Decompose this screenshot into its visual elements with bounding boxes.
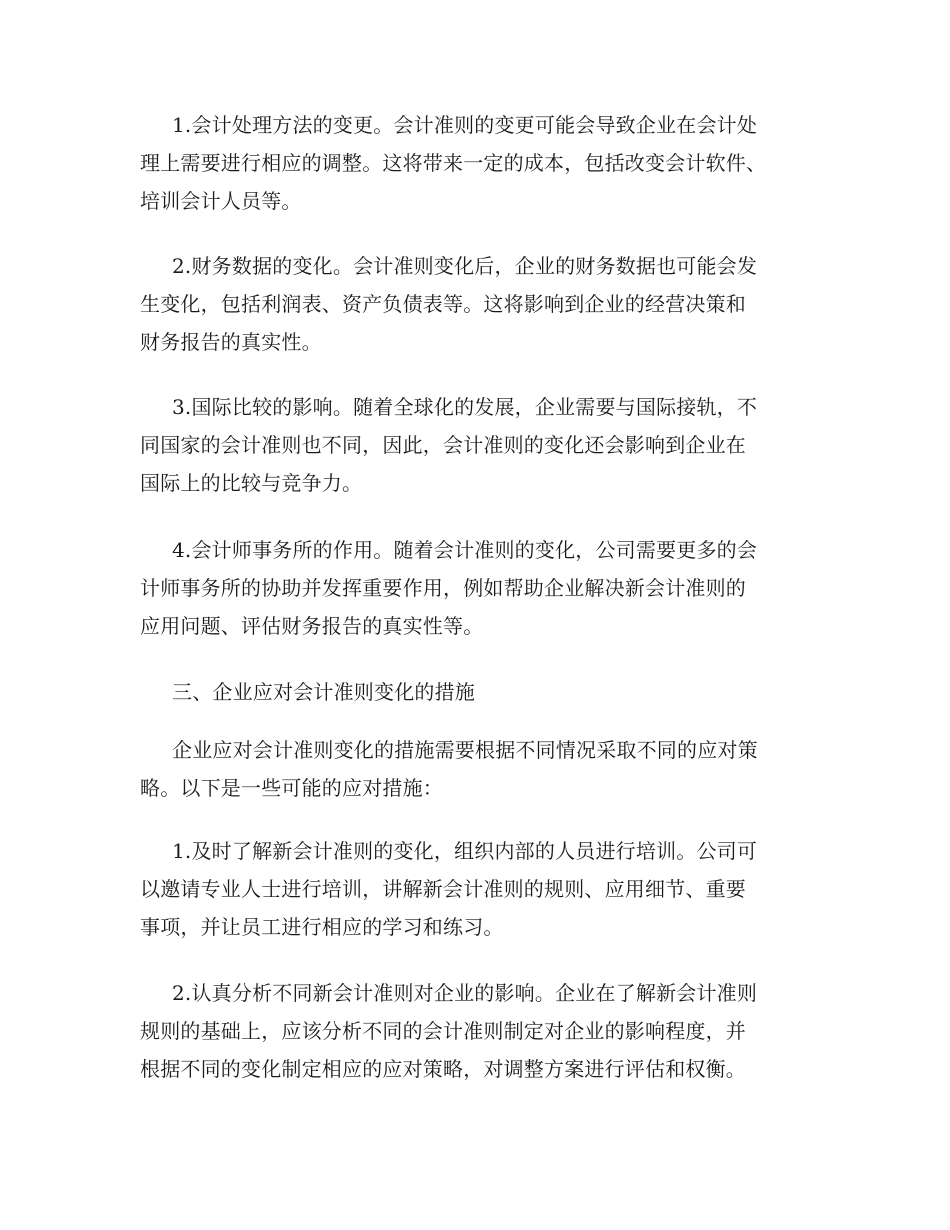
paragraph-line: 根据不同的变化制定相应的应对策略，对调整方案进行评估和权衡。 [140,1057,746,1081]
section-heading [140,673,830,711]
paragraph-line: 略。以下是一些可能的应对措施： [140,776,443,800]
paragraph-line: 财务报告的真实性。 [140,330,322,354]
paragraph-accounting-method-change [140,106,830,220]
paragraph-line: 2.财务数据的变化。会计准则变化后，企业的财务数据也可能会发 [172,254,758,278]
paragraph-line: 国际上的比较与竞争力。 [140,471,363,495]
paragraph-financial-data-change [140,247,830,361]
paragraph-accounting-firm-role [140,531,830,645]
paragraph-line: 培训会计人员等。 [140,189,302,213]
paragraph-line: 企业应对会计准则变化的措施需要根据不同情况采取不同的应对策 [172,738,758,762]
paragraph-line: 同国家的会计准则也不同，因此，会计准则的变化还会影响到企业在 [140,433,746,457]
paragraph-line: 计师事务所的协助并发挥重要作用，例如帮助企业解决新会计准则的 [140,576,746,600]
paragraph-line: 规则的基础上，应该分析不同的会计准则制定对企业的影响程度，并 [140,1019,746,1043]
section-heading-text: 三、企业应对会计准则变化的措施 [172,680,475,704]
paragraph-line: 1.会计处理方法的变更。会计准则的变更可能会导致企业在会计处 [172,113,758,137]
paragraph-measure-training [140,832,830,946]
paragraph-line: 事项，并让员工进行相应的学习和练习。 [140,915,504,939]
paragraph-line: 3.国际比较的影响。随着全球化的发展，企业需要与国际接轨，不 [172,395,758,419]
paragraph-response-intro [140,731,830,807]
paragraph-line: 4.会计师事务所的作用。随着会计准则的变化，公司需要更多的会 [172,538,758,562]
paragraph-line: 以邀请专业人士进行培训，讲解新会计准则的规则、应用细节、重要 [140,877,746,901]
paragraph-line: 1.及时了解新会计准则的变化，组织内部的人员进行培训。公司可 [172,839,758,863]
paragraph-line: 生变化，包括利润表、资产负债表等。这将影响到企业的经营决策和 [140,292,746,316]
paragraph-measure-analysis [140,974,830,1088]
paragraph-line: 应用问题、评估财务报告的真实性等。 [140,614,484,638]
paragraph-line: 2.认真分析不同新会计准则对企业的影响。企业在了解新会计准则 [172,981,758,1005]
paragraph-international-comparison [140,388,830,502]
paragraph-line: 理上需要进行相应的调整。这将带来一定的成本，包括改变会计软件、 [140,151,767,175]
